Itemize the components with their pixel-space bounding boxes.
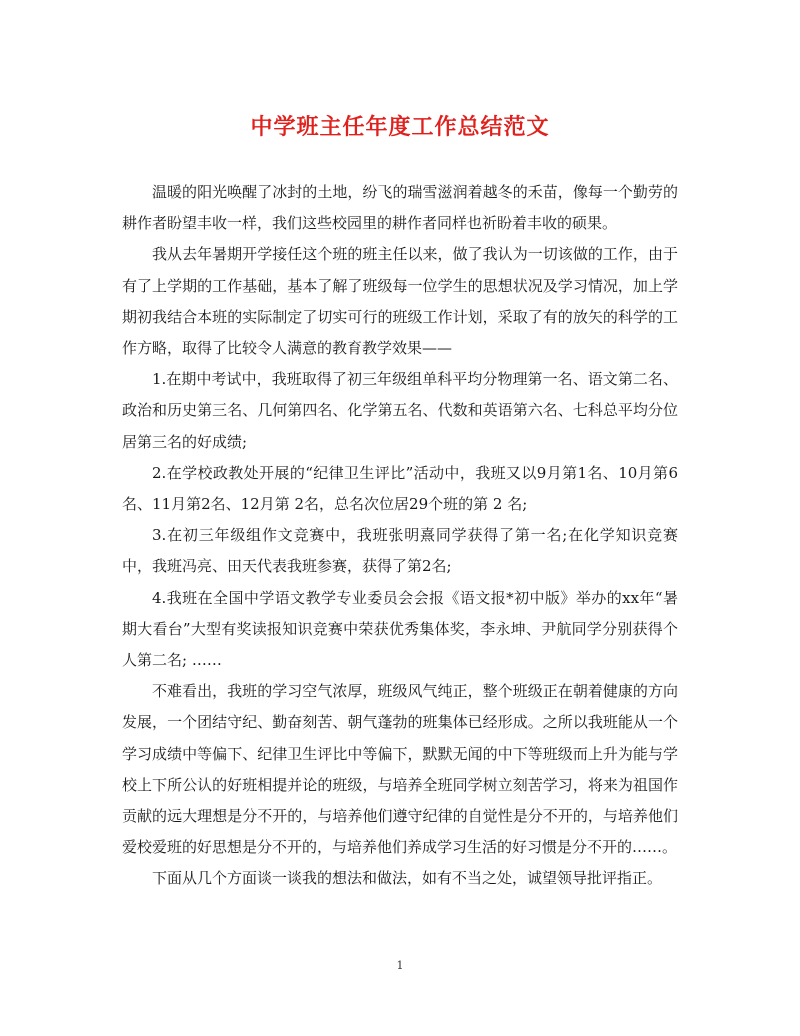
paragraph-item-3: 3.在初三年级组作文竞赛中，我班张明熹同学获得了第一名;在化学知识竞赛中，我班冯亮、田天代表我班参赛，获得了第2名; xyxy=(122,526,678,576)
paragraph-item-4: 4.我班在全国中学语文教学专业委员会会报《语文报*初中版》举办的xx年“暑期大看台”大型有奖读报知识竞赛中荣获优秀集体奖，李永坤、尹航同学分别获得个人第二名; …… xyxy=(122,588,678,670)
paragraph-transition: 下面从几个方面谈一谈我的想法和做法，如有不当之处，诚望领导批评指正。 xyxy=(152,869,663,888)
paragraph-item-2: 2.在学校政教处开展的“纪律卫生评比”活动中，我班又以9月第1名、10月第6名、11月第2名、12月第 2名，总名次位居29个班的第 2 名; xyxy=(122,463,678,514)
paragraph-analysis: 不难看出，我班的学习空气浓厚，班级风气纯正，整个班级正在朝着健康的方向发展，一个团结守纪、勤奋刻苦、朝气蓬勃的班集体已经形成。之所以我班能从一个学习成绩中等偏下、纪律卫生评比中等偏下，默默无闻的中下等班级而上升为能与学校上下所公认的好班相提并论的班级，与培养全班同学树立刻苦学习，将来为祖国作贡献的远大理想是分不开的，与培养他们遵守纪律的自觉性是分不开的，与培养他们爱校爱班的好思想是分不开的，与培养他们养成学习生活的好习惯是分不开的……。 xyxy=(122,682,678,857)
paragraph-overview: 我从去年暑期开学接任这个班的班主任以来，做了我认为一切该做的工作，由于有了上学期的工作基础，基本了解了班级每一位学生的思想状况及学习情况，加上学期初我结合本班的实际制定了切实可行的班级工作计划，采取了有的放矢的科学的工作方略，取得了比较令人满意的教育教学效果—— xyxy=(122,245,678,358)
paragraph-item-1: 1.在期中考试中，我班取得了初三年级组单科平均分物理第一名、语文第二名、政治和历史第三名、几何第四名、化学第五名、代数和英语第六名、七科总平均分位居第三名的好成绩; xyxy=(122,370,678,451)
document-body xyxy=(122,177,678,895)
page-number: 1 xyxy=(396,959,404,972)
paragraph-intro: 温暖的阳光唤醒了冰封的土地，纷飞的瑞雪滋润着越冬的禾苗，像每一个勤劳的耕作者盼望丰收一样，我们这些校园里的耕作者同样也祈盼着丰收的硕果。 xyxy=(122,183,678,233)
document-title: 中学班主任年度工作总结范文 xyxy=(250,114,550,140)
